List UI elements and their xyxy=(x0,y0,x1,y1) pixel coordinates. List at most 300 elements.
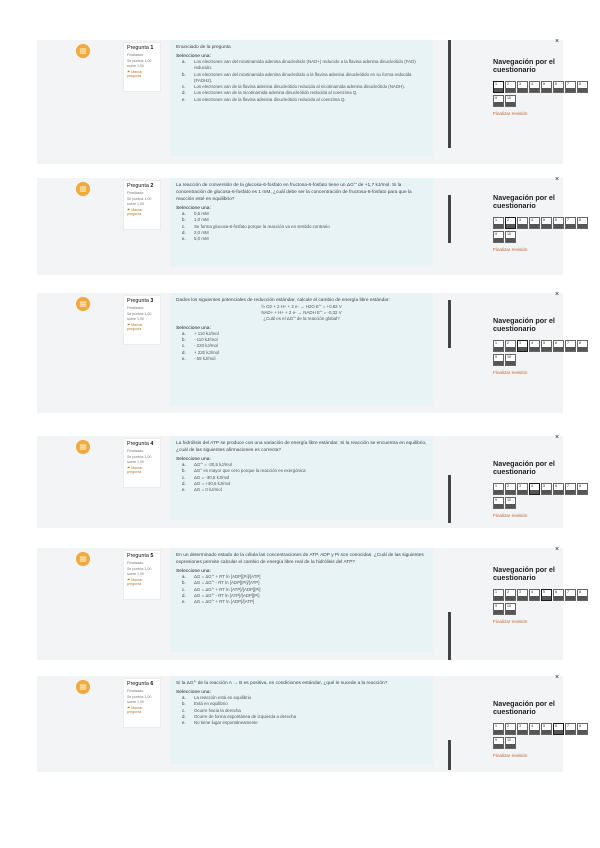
quiz-navigation-title: Navegación por el cuestionario xyxy=(493,565,555,583)
option-letter: c. xyxy=(182,343,186,349)
option-text: ΔG = ΔG°' - RT ln [ADP][Pi]/[ATP] xyxy=(194,580,260,586)
quiz-nav-button[interactable] xyxy=(493,231,504,243)
quiz-nav-number: 5 xyxy=(543,483,545,488)
quiz-nav-number: 7 xyxy=(567,483,569,488)
quiz-nav-status-bar xyxy=(494,730,503,734)
quiz-navigation-grid xyxy=(493,217,589,245)
quiz-nav-button[interactable] xyxy=(577,217,588,229)
flag-icon: ⚑ xyxy=(127,706,131,710)
option-text: ΔG°' = -30,5 kJ/mol xyxy=(194,462,232,467)
quiz-nav-number: 2 xyxy=(507,81,509,86)
quiz-nav-number: 10 xyxy=(507,497,511,502)
quiz-nav-button[interactable] xyxy=(493,217,504,229)
quiz-nav-button[interactable] xyxy=(505,483,516,495)
scroll-indicator xyxy=(448,40,451,148)
option-letter: b. xyxy=(182,468,186,474)
answer-option[interactable] xyxy=(182,97,427,103)
quiz-nav-button[interactable] xyxy=(541,483,552,495)
finish-review-link[interactable]: Finalizar revisión xyxy=(493,512,528,518)
option-text: Los electrones van de la nicotinamida adenina dinucleótido reducida al coenzima Q. xyxy=(194,90,358,96)
quiz-nav-status-bar xyxy=(566,88,575,92)
quiz-nav-number: 10 xyxy=(507,95,511,100)
option-letter: a. xyxy=(182,695,186,700)
option-letter: d. xyxy=(182,480,186,486)
flag-question-link[interactable]: ⚑ Marcar pregunta xyxy=(127,466,143,475)
quiz-nav-status-bar xyxy=(494,88,503,92)
option-text: Está en equilibrio xyxy=(194,701,228,707)
answer-options xyxy=(176,574,427,605)
answer-option[interactable] xyxy=(182,356,427,362)
quiz-nav-number: 3 xyxy=(519,81,521,86)
quiz-nav-button[interactable] xyxy=(529,589,540,601)
quiz-nav-status-bar xyxy=(506,224,515,228)
close-icon[interactable]: × xyxy=(555,176,560,183)
close-icon[interactable]: × xyxy=(555,546,560,553)
option-text: + 220 kJ/mol xyxy=(194,349,220,355)
quiz-nav-status-bar xyxy=(518,730,527,734)
quiz-nav-status-bar xyxy=(554,596,563,600)
question-content xyxy=(170,293,433,405)
quiz-nav-button[interactable] xyxy=(493,723,504,735)
quiz-navigation xyxy=(493,460,589,518)
question-text: En un determinado estado de la célula las concentraciones de ATP, ADP y Pi son conocidas. ¿Cuál de las siguientes expresiones permite calcular el cambio de energía libre real de la hidrólisis del ATP? xyxy=(176,553,424,565)
option-text: 5,0 mM xyxy=(194,236,209,242)
question-text: Enunciado de la pregunta xyxy=(176,45,231,50)
quiz-nav-status-bar xyxy=(554,730,563,734)
quiz-nav-button[interactable] xyxy=(541,81,552,93)
quiz-nav-status-bar xyxy=(566,490,575,494)
quiz-nav-number: 6 xyxy=(555,340,557,345)
option-letter: b. xyxy=(182,336,186,342)
question-block xyxy=(37,38,581,164)
close-icon[interactable]: × xyxy=(555,434,560,441)
quiz-nav-status-bar xyxy=(530,224,539,228)
finish-review-link[interactable]: Finalizar revisión xyxy=(493,618,528,624)
quiz-nav-number: 9 xyxy=(495,603,497,608)
quiz-nav-status-bar xyxy=(530,730,539,734)
answer-option[interactable] xyxy=(182,59,427,72)
quiz-nav-button[interactable] xyxy=(577,81,588,93)
option-text: ΔG = 0 kJ/mol xyxy=(194,487,222,493)
flag-icon: ⚑ xyxy=(127,323,131,327)
quiz-nav-button[interactable] xyxy=(541,723,552,735)
option-text: 0,5 mM xyxy=(194,211,209,216)
question-text: La reacción de conversión de la glucosa-6-fosfato en fructosa-6-fosfato tiene un ΔG°' de +1,7 kJ/mol. Si la concentración de glucosa-6-fosfato es 1 mM, ¿cuál debe ser la concentración de fructosa-6-fosfato para que la reacción esté en equilibrio? xyxy=(176,183,412,202)
quiz-nav-number: 1 xyxy=(495,217,497,222)
quiz-nav-number: 6 xyxy=(555,723,557,728)
quiz-nav-button[interactable] xyxy=(517,217,528,229)
question-info xyxy=(123,550,161,600)
quiz-nav-status-bar xyxy=(518,88,527,92)
question-info xyxy=(123,438,161,488)
quiz-nav-number: 5 xyxy=(543,589,545,594)
question-icon xyxy=(76,297,90,311)
quiz-nav-button[interactable] xyxy=(493,354,504,366)
option-text: La reacción está en equilibrio xyxy=(194,695,252,700)
answer-option[interactable] xyxy=(182,599,427,605)
quiz-navigation-grid xyxy=(493,340,589,368)
quiz-nav-number: 2 xyxy=(507,723,509,728)
quiz-nav-status-bar xyxy=(494,361,503,365)
quiz-nav-number: 8 xyxy=(579,81,581,86)
quiz-nav-status-bar xyxy=(506,102,515,106)
quiz-nav-button[interactable] xyxy=(493,497,504,509)
quiz-nav-number: 3 xyxy=(519,589,521,594)
option-text: 2,0 mM xyxy=(194,229,209,235)
quiz-nav-status-bar xyxy=(566,730,575,734)
finish-review-link[interactable]: Finalizar revisión xyxy=(493,110,528,116)
quiz-nav-status-bar xyxy=(578,224,587,228)
quiz-nav-status-bar xyxy=(566,347,575,351)
quiz-nav-status-bar xyxy=(506,744,515,748)
quiz-nav-number: 7 xyxy=(567,723,569,728)
quiz-nav-number: 8 xyxy=(579,340,581,345)
answer-option[interactable] xyxy=(182,72,427,85)
answer-options xyxy=(176,462,427,493)
question-status: Finalizado xyxy=(127,561,144,565)
quiz-nav-status-bar xyxy=(494,504,503,508)
question-points: Se puntúa 1,00 sobre 1,00 xyxy=(127,567,152,576)
quiz-nav-button[interactable] xyxy=(493,483,504,495)
quiz-nav-button[interactable] xyxy=(505,589,516,601)
quiz-nav-number: 10 xyxy=(507,603,511,608)
quiz-nav-number: 9 xyxy=(495,354,497,359)
flag-question-link[interactable]: ⚑ Marcar pregunta xyxy=(127,578,143,587)
question-status: Finalizado xyxy=(127,449,144,453)
option-text: 1,0 mM xyxy=(194,217,209,223)
quiz-nav-number: 7 xyxy=(567,81,569,86)
quiz-nav-number: 9 xyxy=(495,737,497,742)
option-letter: e. xyxy=(182,96,186,102)
quiz-nav-button[interactable] xyxy=(565,483,576,495)
finish-review-link[interactable]: Finalizar revisión xyxy=(493,246,528,252)
quiz-nav-number: 7 xyxy=(567,589,569,594)
quiz-nav-button[interactable] xyxy=(541,340,552,352)
quiz-nav-button[interactable] xyxy=(517,589,528,601)
option-letter: c. xyxy=(182,707,186,713)
quiz-nav-number: 6 xyxy=(555,81,557,86)
quiz-nav-button[interactable] xyxy=(577,723,588,735)
quiz-nav-status-bar xyxy=(494,102,503,106)
quiz-nav-status-bar xyxy=(578,347,587,351)
option-text: No tiene lugar espontáneamente xyxy=(194,720,258,726)
question-info xyxy=(123,295,161,345)
quiz-nav-button[interactable] xyxy=(565,589,576,601)
question-content xyxy=(170,436,433,520)
quiz-nav-button[interactable] xyxy=(553,217,564,229)
quiz-nav-button[interactable] xyxy=(529,483,540,495)
question-content xyxy=(170,548,433,652)
quiz-nav-button[interactable] xyxy=(517,483,528,495)
quiz-nav-number: 2 xyxy=(507,483,509,488)
quiz-nav-button[interactable] xyxy=(553,340,564,352)
quiz-nav-button[interactable] xyxy=(565,723,576,735)
quiz-nav-button[interactable] xyxy=(553,723,564,735)
quiz-nav-number: 8 xyxy=(579,483,581,488)
quiz-nav-button[interactable] xyxy=(541,589,552,601)
answer-option[interactable] xyxy=(182,487,427,493)
quiz-nav-button[interactable] xyxy=(505,603,516,615)
quiz-nav-button[interactable] xyxy=(505,737,516,749)
quiz-nav-status-bar xyxy=(506,490,515,494)
quiz-navigation xyxy=(493,58,589,116)
quiz-nav-button[interactable] xyxy=(577,340,588,352)
quiz-nav-number: 2 xyxy=(507,340,509,345)
quiz-nav-button[interactable] xyxy=(565,340,576,352)
quiz-nav-button[interactable] xyxy=(529,723,540,735)
flag-icon: ⚑ xyxy=(127,466,131,470)
quiz-nav-button[interactable] xyxy=(493,340,504,352)
flag-question-link[interactable]: ⚑ Marcar pregunta xyxy=(127,323,143,332)
finish-review-link[interactable]: Finalizar revisión xyxy=(493,369,528,375)
option-text: Los electrones van del nicotinamida adenina dinucleótido a la flavina adenina dinucleótido en su forma reducida (FADH2). xyxy=(194,71,412,83)
quiz-nav-number: 10 xyxy=(507,737,511,742)
close-icon[interactable]: × xyxy=(555,38,560,45)
question-content xyxy=(170,40,433,156)
scroll-indicator xyxy=(448,475,451,523)
question-block xyxy=(37,434,581,528)
quiz-nav-status-bar xyxy=(530,490,539,494)
option-letter: e. xyxy=(182,487,186,493)
option-text: ΔG = +30,5 kJ/mol xyxy=(194,480,231,486)
quiz-nav-number: 1 xyxy=(495,340,497,345)
option-letter: a. xyxy=(182,330,186,336)
quiz-nav-status-bar xyxy=(494,596,503,600)
option-text: ΔG = ΔG°' + RT ln [ADP][Pi]/[ATP] xyxy=(194,574,261,579)
quiz-nav-button[interactable] xyxy=(505,340,516,352)
question-points: Se puntúa 1,00 sobre 1,00 xyxy=(127,455,152,464)
quiz-nav-number: 4 xyxy=(531,723,533,728)
quiz-nav-button[interactable] xyxy=(505,231,516,243)
flag-icon: ⚑ xyxy=(127,70,131,74)
option-letter: e. xyxy=(182,720,186,726)
question-block xyxy=(37,291,581,413)
quiz-nav-button[interactable] xyxy=(553,589,564,601)
question-status: Finalizado xyxy=(127,53,144,57)
option-letter: b. xyxy=(182,580,186,586)
option-letter: d. xyxy=(182,349,186,355)
option-letter: d. xyxy=(182,713,186,719)
quiz-nav-number: 4 xyxy=(531,340,533,345)
quiz-nav-status-bar xyxy=(518,490,527,494)
quiz-nav-status-bar xyxy=(554,347,563,351)
quiz-nav-status-bar xyxy=(506,504,515,508)
flag-question-link[interactable]: ⚑ Marcar pregunta xyxy=(127,208,143,217)
quiz-nav-button[interactable] xyxy=(517,81,528,93)
quiz-navigation xyxy=(493,566,589,624)
quiz-nav-status-bar xyxy=(506,730,515,734)
quiz-nav-status-bar xyxy=(494,224,503,228)
question-text: Si la ΔG°' de la reacción A → B es positiva, en condiciones estándar, ¿qué le sucede a la reacción? xyxy=(176,681,388,686)
quiz-nav-button[interactable] xyxy=(565,81,576,93)
quiz-nav-status-bar xyxy=(542,596,551,600)
quiz-nav-button[interactable] xyxy=(541,217,552,229)
finish-review-link[interactable]: Finalizar revisión xyxy=(493,752,528,758)
quiz-nav-status-bar xyxy=(542,490,551,494)
quiz-nav-status-bar xyxy=(518,224,527,228)
question-icon xyxy=(76,680,90,694)
question-text: Dados los siguientes potenciales de reducción estándar, calcule el cambio de energía libre estándar: xyxy=(176,298,390,303)
quiz-nav-number: 2 xyxy=(507,217,509,222)
question-icon xyxy=(76,552,90,566)
quiz-nav-button[interactable] xyxy=(505,95,516,107)
quiz-nav-status-bar xyxy=(506,88,515,92)
question-info xyxy=(123,42,161,92)
question-block xyxy=(37,546,581,660)
scroll-indicator xyxy=(448,612,451,660)
quiz-navigation-grid xyxy=(493,81,589,109)
question-equations xyxy=(176,304,427,323)
quiz-nav-status-bar xyxy=(542,730,551,734)
answer-options xyxy=(176,331,427,362)
option-text: + 110 kJ/mol xyxy=(194,330,219,336)
question-status: Finalizado xyxy=(127,306,144,310)
quiz-nav-status-bar xyxy=(530,347,539,351)
question-content xyxy=(170,676,433,764)
quiz-nav-status-bar xyxy=(554,224,563,228)
quiz-nav-number: 9 xyxy=(495,95,497,100)
quiz-nav-number: 3 xyxy=(519,483,521,488)
option-letter: d. xyxy=(182,592,186,598)
quiz-navigation xyxy=(493,194,589,252)
question-points: Se puntúa 1,00 sobre 1,00 xyxy=(127,197,152,206)
answer-options xyxy=(176,211,427,242)
quiz-navigation xyxy=(493,700,589,758)
quiz-nav-status-bar xyxy=(566,596,575,600)
quiz-nav-number: 10 xyxy=(507,231,511,236)
equation-line: NAD+ + H+ + 2 e- → NADH E°' = -0,32 V xyxy=(261,310,342,316)
quiz-nav-number: 4 xyxy=(531,81,533,86)
quiz-nav-button[interactable] xyxy=(577,483,588,495)
quiz-nav-button[interactable] xyxy=(529,340,540,352)
quiz-nav-number: 5 xyxy=(543,217,545,222)
close-icon[interactable]: × xyxy=(555,674,560,681)
question-number: Pregunta 3 xyxy=(127,298,154,304)
quiz-nav-status-bar xyxy=(578,490,587,494)
option-letter: a. xyxy=(182,59,186,64)
quiz-nav-button[interactable] xyxy=(493,737,504,749)
quiz-nav-button[interactable] xyxy=(505,354,516,366)
option-letter: e. xyxy=(182,355,186,361)
quiz-nav-number: 9 xyxy=(495,231,497,236)
quiz-nav-number: 7 xyxy=(567,340,569,345)
quiz-nav-button[interactable] xyxy=(517,723,528,735)
select-label: Seleccione una: xyxy=(176,325,211,331)
quiz-nav-button[interactable] xyxy=(577,589,588,601)
option-text: ΔG = ΔG°' - RT ln [ATP]/[ADP][Pi] xyxy=(194,592,260,598)
quiz-nav-number: 9 xyxy=(495,497,497,502)
scroll-indicator xyxy=(448,740,451,770)
flag-question-link[interactable]: ⚑ Marcar pregunta xyxy=(127,70,143,79)
quiz-nav-button[interactable] xyxy=(493,603,504,615)
quiz-nav-status-bar xyxy=(518,347,527,351)
quiz-nav-number: 4 xyxy=(531,589,533,594)
option-text: - 110 kJ/mol xyxy=(194,336,218,342)
question-points: Se puntúa 1,00 sobre 1,00 xyxy=(127,695,152,704)
quiz-navigation-grid xyxy=(493,589,589,617)
question-status: Finalizado xyxy=(127,689,144,693)
quiz-nav-button[interactable] xyxy=(493,81,504,93)
quiz-nav-status-bar xyxy=(530,596,539,600)
option-letter: a. xyxy=(182,574,186,579)
quiz-nav-button[interactable] xyxy=(493,589,504,601)
quiz-nav-number: 3 xyxy=(519,217,521,222)
quiz-navigation-title: Navegación por el cuestionario xyxy=(493,699,555,717)
quiz-nav-status-bar xyxy=(506,596,515,600)
option-letter: c. xyxy=(182,586,186,592)
quiz-navigation xyxy=(493,317,589,375)
quiz-nav-number: 2 xyxy=(507,589,509,594)
quiz-nav-button[interactable] xyxy=(529,217,540,229)
quiz-navigation-grid xyxy=(493,483,589,511)
quiz-nav-number: 6 xyxy=(555,589,557,594)
quiz-navigation-title: Navegación por el cuestionario xyxy=(493,193,555,211)
quiz-nav-button[interactable] xyxy=(505,81,516,93)
option-letter: e. xyxy=(182,599,186,605)
quiz-nav-button[interactable] xyxy=(505,723,516,735)
quiz-nav-status-bar xyxy=(542,347,551,351)
quiz-nav-button[interactable] xyxy=(517,340,528,352)
quiz-navigation-title: Navegación por el cuestionario xyxy=(493,316,555,334)
answer-option[interactable] xyxy=(182,720,427,726)
question-info xyxy=(123,180,161,230)
question-content xyxy=(170,178,433,267)
option-letter: b. xyxy=(182,217,186,223)
answer-options xyxy=(176,59,427,103)
quiz-nav-number: 4 xyxy=(531,483,533,488)
quiz-nav-button[interactable] xyxy=(553,81,564,93)
quiz-nav-number: 5 xyxy=(543,81,545,86)
quiz-nav-status-bar xyxy=(578,88,587,92)
quiz-nav-button[interactable] xyxy=(505,497,516,509)
option-letter: c. xyxy=(182,223,186,229)
option-text: Los electrones van de la flavina adenina dinucleótido reducida al nicotinamida adenina dinucleótido (NADH). xyxy=(194,84,405,90)
flag-question-link[interactable]: ⚑ Marcar pregunta xyxy=(127,706,143,715)
equation-line: ½ O2 + 2 H+ + 2 e- → H2O E°' = +0,82 V xyxy=(261,304,342,309)
quiz-nav-number: 1 xyxy=(495,483,497,488)
quiz-navigation-title: Navegación por el cuestionario xyxy=(493,57,555,75)
quiz-nav-status-bar xyxy=(566,224,575,228)
select-label: Seleccione una: xyxy=(176,54,211,59)
option-text: ΔG° es mayor que cero porque la reacción es exergónica xyxy=(194,468,306,474)
answer-option[interactable] xyxy=(182,236,427,242)
quiz-nav-number: 3 xyxy=(519,723,521,728)
select-label: Seleccione una: xyxy=(176,569,211,574)
quiz-nav-button[interactable] xyxy=(565,217,576,229)
quiz-nav-number: 3 xyxy=(519,340,521,345)
quiz-nav-button[interactable] xyxy=(553,483,564,495)
question-points: Se puntúa 1,00 sobre 1,00 xyxy=(127,312,152,321)
option-text: Se forma glucosa-6-fosfato porque la reacción va en sentido contrario xyxy=(194,223,330,229)
quiz-nav-button[interactable] xyxy=(505,217,516,229)
option-text: - 220 kJ/mol xyxy=(194,343,218,349)
option-letter: b. xyxy=(182,71,186,77)
quiz-nav-status-bar xyxy=(506,610,515,614)
select-label: Seleccione una: xyxy=(176,457,211,462)
option-text: ΔG = ΔG°' + RT ln [ATP]/[ADP][Pi] xyxy=(194,586,261,592)
question-number: Pregunta 4 xyxy=(127,441,154,447)
quiz-nav-number: 10 xyxy=(507,354,511,359)
option-letter: a. xyxy=(182,211,186,216)
quiz-nav-number: 5 xyxy=(543,340,545,345)
quiz-nav-number: 1 xyxy=(495,81,497,86)
close-icon[interactable]: × xyxy=(555,291,560,298)
quiz-nav-button[interactable] xyxy=(529,81,540,93)
quiz-nav-button[interactable] xyxy=(493,95,504,107)
option-letter: b. xyxy=(182,701,186,707)
quiz-nav-number: 8 xyxy=(579,217,581,222)
quiz-nav-status-bar xyxy=(554,490,563,494)
